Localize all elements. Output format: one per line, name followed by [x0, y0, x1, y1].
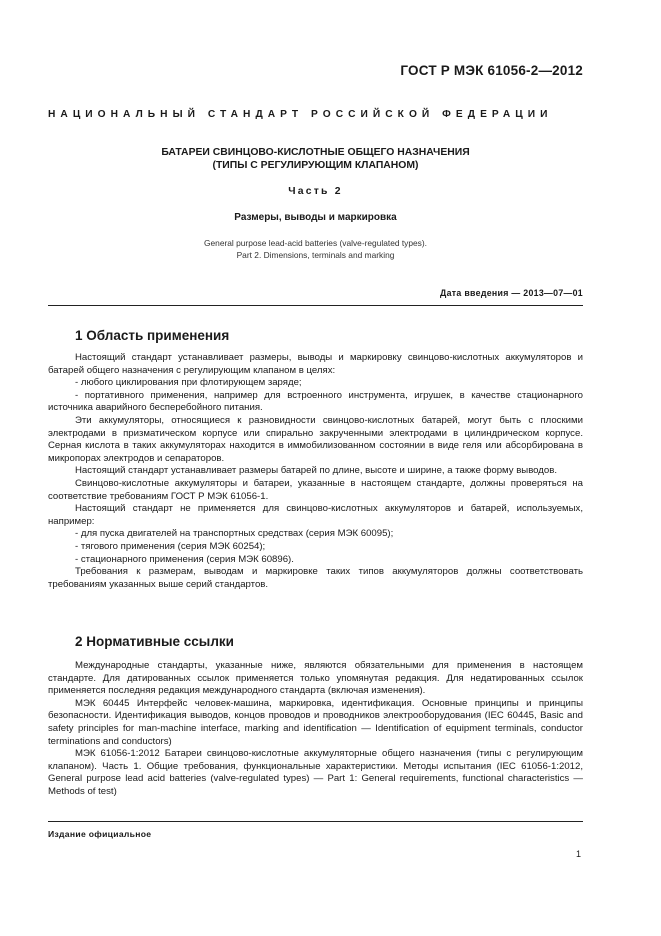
main-title-line-1: БАТАРЕИ СВИНЦОВО-КИСЛОТНЫЕ ОБЩЕГО НАЗНАЧЕНИЯ: [161, 147, 470, 158]
english-title-line-2: Part 2. Dimensions, terminals and marking: [236, 249, 395, 260]
section-1-body: [48, 352, 583, 591]
list-item: - для пуска двигателей на транспортных средствах (серия МЭК 60095);: [75, 528, 394, 540]
main-title: [60, 146, 571, 172]
divider-bottom: [48, 821, 583, 822]
gost-code: ГОСТ Р МЭК 61056-2—2012: [400, 63, 583, 78]
subtitle: Размеры, выводы и маркировка: [234, 212, 397, 223]
list-item: - любого циклирования при флотирующем заряде;: [75, 377, 302, 389]
list-item: - тягового применения (серия МЭК 60254);: [75, 540, 266, 552]
paragraph: Свинцово-кислотные аккумуляторы и батареи, указанные в настоящем стандарте, должны проверяться на соответствие требованиям ГОСТ Р МЭК 61056-1.: [48, 477, 583, 502]
paragraph: Настоящий стандарт устанавливает размеры, выводы и маркировку свинцово-кислотных аккумуляторов и батарей общего назначения с регулирующим клапаном в целях:: [48, 352, 583, 376]
english-title: [60, 238, 571, 261]
page-number: 1: [575, 849, 581, 859]
part-label: Часть 2: [288, 186, 343, 197]
paragraph: Эти аккумуляторы, относящиеся к разновидности свинцово-кислотных батарей, могут быть с плоскими электродами в призматическом корпусе или спирально закрученными электродами в цилиндрическом корпусе. Серная кислота в таких аккумуляторах находится в иммобилизованном состоянии в виде геля или абсорбирована в микропорах электродов и сепараторов.: [48, 414, 583, 464]
divider-top: [48, 305, 583, 306]
list-item: - стационарного применения (серия МЭК 60896).: [75, 553, 294, 565]
paragraph: МЭК 60445 Интерфейс человек-машина, маркировка, идентификация. Основные принципы и принципы безопасности. Идентификация выводов, концов проводов и проводников электрооборудования (IEC 60445, Basic and safety principles for man-machine interface, marking and identification — Identification of equipment terminals, conductor terminations and conductors): [48, 697, 583, 747]
english-title-line-1: General purpose lead-acid batteries (valve-regulated types).: [204, 238, 427, 248]
paragraph: Международные стандарты, указанные ниже, являются обязательными для применения в настоящем стандарте. Для датированных ссылок применяется только упомянутая редакция. Для недатированных ссылок применяется последняя редакция международного стандарта (включая изменения).: [48, 660, 583, 697]
section-2-heading: 2 Нормативные ссылки: [75, 634, 234, 649]
national-standard-title: НАЦИОНАЛЬНЫЙ СТАНДАРТ РОССИЙСКОЙ ФЕДЕРАЦИИ: [48, 109, 553, 120]
official-edition-note: Издание официальное: [48, 829, 152, 839]
paragraph: Требования к размерам, выводам и маркировке таких типов аккумуляторов должны соответствовать требованиям указанных выше серий стандартов.: [48, 566, 583, 590]
main-title-line-2: (ТИПЫ С РЕГУЛИРУЮЩИМ КЛАПАНОМ): [212, 160, 419, 171]
paragraph: Настоящий стандарт устанавливает размеры батарей по длине, высоте и ширине, а также форму выводов.: [75, 465, 558, 477]
paragraph: Настоящий стандарт не применяется для свинцово-кислотных аккумуляторов и батарей, используемых, например:: [48, 503, 583, 527]
section-1-heading: 1 Область применения: [75, 328, 230, 343]
section-2-body: [48, 660, 583, 799]
introduction-date: Дата введения — 2013—07—01: [440, 288, 583, 298]
list-item: - портативного применения, например для встроенного инструмента, игрушек, в качестве стационарного источника аварийного бесперебойного питания.: [48, 389, 583, 414]
paragraph: МЭК 61056-1:2012 Батареи свинцово-кислотные аккумуляторные общего назначения (типы с регулирующим клапаном). Часть 1. Общие требования, функциональные характеристики. Методы испытания (IEC 61056-1:2012, General purpose lead acid batteries (valve-regulated types) — Part 1: General requirements, functional characteristics — Methods of test): [48, 748, 583, 797]
